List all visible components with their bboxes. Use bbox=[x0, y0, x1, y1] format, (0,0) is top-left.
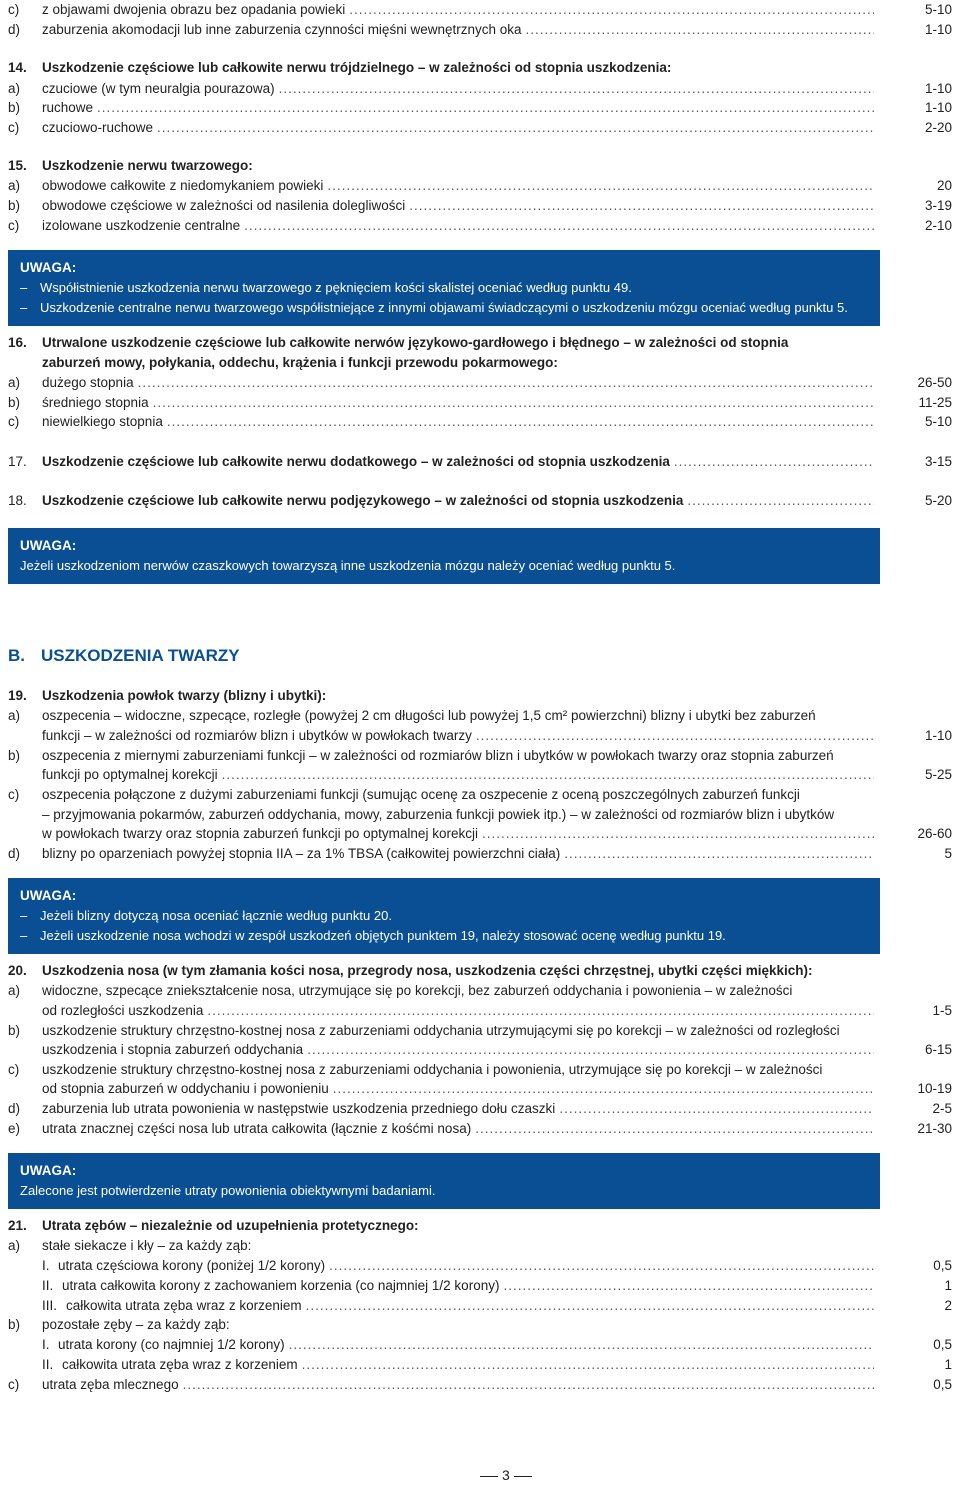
list-item: c) niewielkiego stopnia ..... 5-10 bbox=[8, 412, 952, 432]
list-item-cont: od stopnia zaburzeń w oddychaniu i powonieniu ..... 10-19 bbox=[8, 1079, 952, 1099]
sub-item: I. utrata korony (co najmniej 1/2 korony) ..... 0,5 bbox=[8, 1335, 952, 1355]
list-item: c) czuciowo-ruchowe ..... 2-20 bbox=[8, 118, 952, 138]
item-17: 17. Uszkodzenie częściowe lub całkowite nerwu dodatkowego – w zależności od stopnia uszkodzenia ..... 3-15 bbox=[8, 452, 952, 472]
note-line: – Współistnienie uszkodzenia nerwu twarzowego z pęknięciem kości skalistej oceniać według punktu 49. bbox=[20, 280, 632, 295]
note-line: – Jeżeli uszkodzenie nosa wchodzi w zespół uszkodzeń objętych punktem 19, należy stosować ocenę według punktu 19. bbox=[20, 928, 726, 943]
list-item: a) czuciowe (w tym neuralgia pourazowa) ..... 1-10 bbox=[8, 79, 952, 99]
item-15-heading: 15. Uszkodzenie nerwu twarzowego: bbox=[8, 158, 253, 173]
page-number: 3 bbox=[480, 1465, 532, 1485]
note-line: – Uszkodzenie centralne nerwu twarzowego współistniejące z innymi objawami świadczącymi o uszkodzeniu mózgu oceniać według punktu 5. bbox=[20, 300, 848, 315]
list-item: b) obwodowe częściowe w zależności od nasilenia dolegliwości ..... 3-19 bbox=[8, 196, 952, 216]
item-16-heading: 16. Utrwalone uszkodzenie częściowe lub całkowite nerwów językowo-gardłowego i błędnego – w zależności od stopnia bbox=[8, 335, 789, 350]
note-title: UWAGA: bbox=[20, 888, 77, 903]
list-item: a) stałe siekacze i kły – za każdy ząb: bbox=[8, 1238, 252, 1253]
list-item: c) uszkodzenie struktury chrzęstno-kostnej nosa z zaburzeniami oddychania i powonienia, utrzymujące się po korekcji – w zależności bbox=[8, 1062, 823, 1077]
list-item: d) zaburzenia lub utrata powonienia w następstwie uszkodzenia przedniego dołu czaszki ..... 2-5 bbox=[8, 1099, 952, 1119]
item-19-heading: 19. Uszkodzenia powłok twarzy (blizny i ubytki): bbox=[8, 688, 327, 703]
sub-item: II. całkowita utrata zęba wraz z korzeniem ..... 1 bbox=[8, 1355, 952, 1375]
list-item-cont: – przyjmowania pokarmów, zaburzeń oddychania, mowy, zaburzenia funkcji powiek itp.) – w zależności od rozmiarów blizn i ubytków bbox=[42, 807, 835, 822]
list-item-cont: funkcji – w zależności od rozmiarów blizn i ubytków w powłokach twarzy ..... 1-10 bbox=[8, 726, 952, 746]
note-title: UWAGA: bbox=[20, 1163, 77, 1178]
list-item-cont: funkcji po optymalnej korekcji ..... 5-25 bbox=[8, 765, 952, 785]
list-item: c) z objawami dwojenia obrazu bez opadania powieki ..... 5-10 bbox=[8, 0, 952, 20]
list-item: c) utrata zęba mlecznego ..... 0,5 bbox=[8, 1375, 952, 1395]
sub-item: I. utrata częściowa korony (poniżej 1/2 korony) ..... 0,5 bbox=[8, 1256, 952, 1276]
note-title: UWAGA: bbox=[20, 260, 77, 275]
section-heading: B. USZKODZENIA TWARZY bbox=[8, 646, 240, 665]
list-item-cont: uszkodzenia i stopnia zaburzeń oddychania ..... 6-15 bbox=[8, 1040, 952, 1060]
list-item: a) oszpecenia – widoczne, szpecące, rozległe (powyżej 2 cm długości lub powyżej 1,5 cm² powierzchni) blizny i ubytki bez zaburzeń bbox=[8, 708, 816, 723]
list-item: b) uszkodzenie struktury chrzęstno-kostnej nosa z zaburzeniami oddychania utrzymującymi się po korekcji – w zależności od rozległości bbox=[8, 1023, 840, 1038]
note-box bbox=[8, 1153, 880, 1209]
sub-item: II. utrata całkowita korony z zachowaniem korzenia (co najmniej 1/2 korony) ..... 1 bbox=[8, 1276, 952, 1296]
note-box bbox=[8, 528, 880, 584]
item-14-heading: 14. Uszkodzenie częściowe lub całkowite nerwu trójdzielnego – w zależności od stopnia uszkodzenia: bbox=[8, 60, 672, 75]
sub-item: III. całkowita utrata zęba wraz z korzeniem ..... 2 bbox=[8, 1296, 952, 1316]
list-item: a) widoczne, szpecące zniekształcenie nosa, utrzymujące się po korekcji, bez zaburzeń oddychania i powonienia – w zależności bbox=[8, 983, 793, 998]
list-item: a) dużego stopnia ..... 26-50 bbox=[8, 373, 952, 393]
list-item: d) blizny po oparzeniach powyżej stopnia IIA – za 1% TBSA (całkowitej powierzchni ciała) ..... 5 bbox=[8, 844, 952, 864]
item-18: 18. Uszkodzenie częściowe lub całkowite nerwu podjęzykowego – w zależności od stopnia uszkodzenia ..... 5-20 bbox=[8, 491, 952, 511]
note-box bbox=[8, 878, 880, 954]
list-item-cont: w powłokach twarzy oraz stopnia zaburzeń funkcji po optymalnej korekcji ..... 26-60 bbox=[8, 824, 952, 844]
list-item: c) izolowane uszkodzenie centralne ..... 2-10 bbox=[8, 216, 952, 236]
list-item: c) oszpecenia połączone z dużymi zaburzeniami funkcji (sumując ocenę za oszpecenie z oceną poszczególnych zaburzeń funkcji bbox=[8, 787, 800, 802]
list-item: b) oszpecenia z miernymi zaburzeniami funkcji – w zależności od rozmiarów blizn i ubytków w powłokach twarzy oraz stopnia zaburzeń bbox=[8, 748, 834, 763]
list-item-cont: od rozległości uszkodzenia ..... 1-5 bbox=[8, 1001, 952, 1021]
list-item: d) zaburzenia akomodacji lub inne zaburzenia czynności mięśni wewnętrznych oka ..... 1-10 bbox=[8, 20, 952, 40]
note-box bbox=[8, 250, 880, 326]
note-line: – Jeżeli blizny dotyczą nosa oceniać łącznie według punktu 20. bbox=[20, 908, 392, 923]
list-item: b) ruchowe ..... 1-10 bbox=[8, 98, 952, 118]
list-item: a) obwodowe całkowite z niedomykaniem powieki ..... 20 bbox=[8, 176, 952, 196]
list-item: b) średniego stopnia ..... 11-25 bbox=[8, 393, 952, 413]
list-item: b) pozostałe zęby – za każdy ząb: bbox=[8, 1317, 230, 1332]
note-line: Jeżeli uszkodzeniom nerwów czaszkowych towarzyszą inne uszkodzenia mózgu należy oceniać według punktu 5. bbox=[20, 558, 676, 573]
note-title: UWAGA: bbox=[20, 538, 77, 553]
item-20-heading: 20. Uszkodzenia nosa (w tym złamania kości nosa, przegrody nosa, uszkodzenia części chrzęstnej, ubytki części miękkich): bbox=[8, 963, 813, 978]
item-16-heading-cont: zaburzeń mowy, połykania, oddechu, krążenia i funkcji przewodu pokarmowego: bbox=[42, 355, 558, 370]
item-21-heading: 21. Utrata zębów – niezależnie od uzupełnienia protetycznego: bbox=[8, 1218, 419, 1233]
note-line: Zalecone jest potwierdzenie utraty powonienia obiektywnymi badaniami. bbox=[20, 1183, 436, 1198]
list-item: e) utrata znacznej części nosa lub utrata całkowita (łącznie z kośćmi nosa) ..... 21-30 bbox=[8, 1119, 952, 1139]
